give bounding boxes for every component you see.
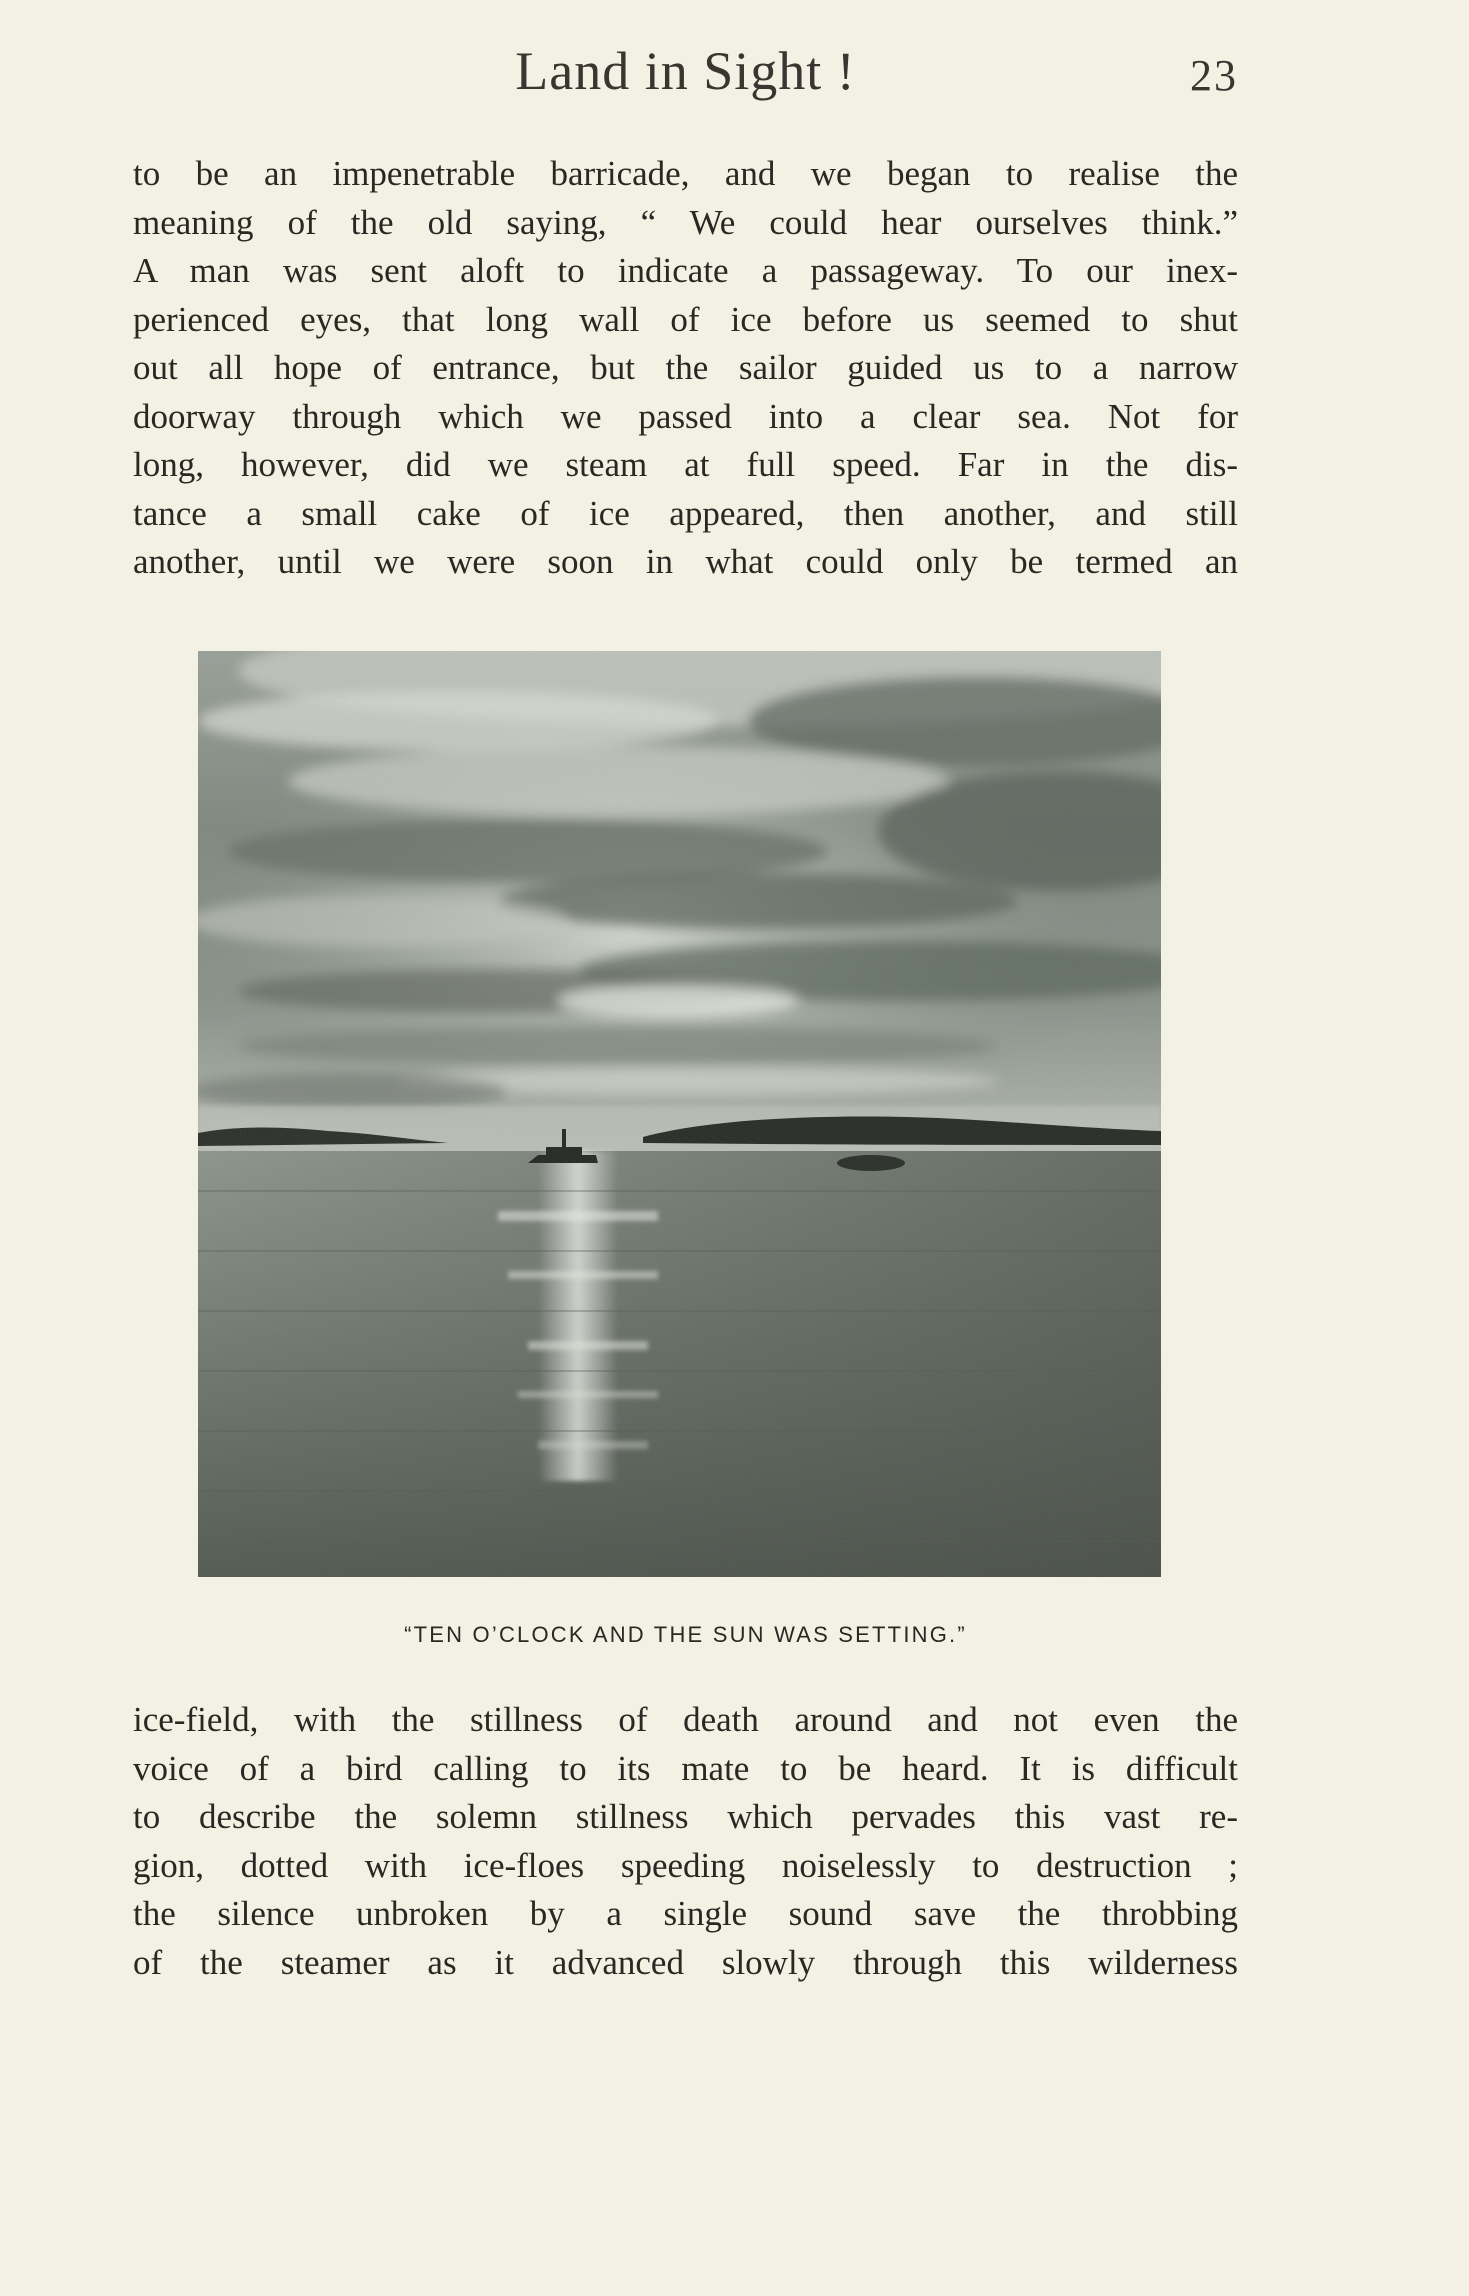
text-line: voice of a bird calling to its mate to be heard. It is difficult — [133, 1748, 1238, 1788]
body-text-top — [133, 150, 1238, 587]
body-text-bottom — [133, 1696, 1238, 1987]
sunset-over-sea-photo-icon — [198, 651, 1161, 1577]
text-line: ice-field, with the stillness of death around and not even the — [133, 1700, 1238, 1739]
figure-caption: “TEN O’CLOCK AND THE SUN WAS SETTING.” — [404, 1622, 967, 1647]
page-number: 23 — [1190, 51, 1238, 100]
text-line: of the steamer as it advanced slowly through this wilderness — [133, 1942, 1238, 1982]
text-line: long, however, did we steam at full speed. Far in the dis- — [133, 445, 1238, 484]
text-line: perienced eyes, that long wall of ice before us seemed to shut — [133, 299, 1238, 339]
text-line: meaning of the old saying, “ We could hear ourselves think.” — [133, 202, 1238, 242]
running-title: Land in Sight ! — [515, 41, 856, 101]
text-line: gion, dotted with ice-floes speeding noiselessly to destruction ; — [133, 1845, 1238, 1885]
text-line: another, until we were soon in what could only be termed an — [133, 542, 1238, 581]
text-line: A man was sent aloft to indicate a passageway. To our inex- — [133, 251, 1238, 290]
text-line: to be an impenetrable barricade, and we began to realise the — [133, 154, 1238, 193]
text-line: to describe the solemn stillness which pervades this vast re- — [133, 1797, 1238, 1836]
text-line: the silence unbroken by a single sound save the throbbing — [133, 1894, 1238, 1933]
text-line: out all hope of entrance, but the sailor guided us to a narrow — [133, 348, 1238, 387]
running-head — [133, 40, 1238, 110]
sunset-photograph — [198, 651, 1161, 1577]
text-line: doorway through which we passed into a clear sea. Not for — [133, 396, 1238, 436]
text-line: tance a small cake of ice appeared, then another, and still — [133, 493, 1238, 533]
